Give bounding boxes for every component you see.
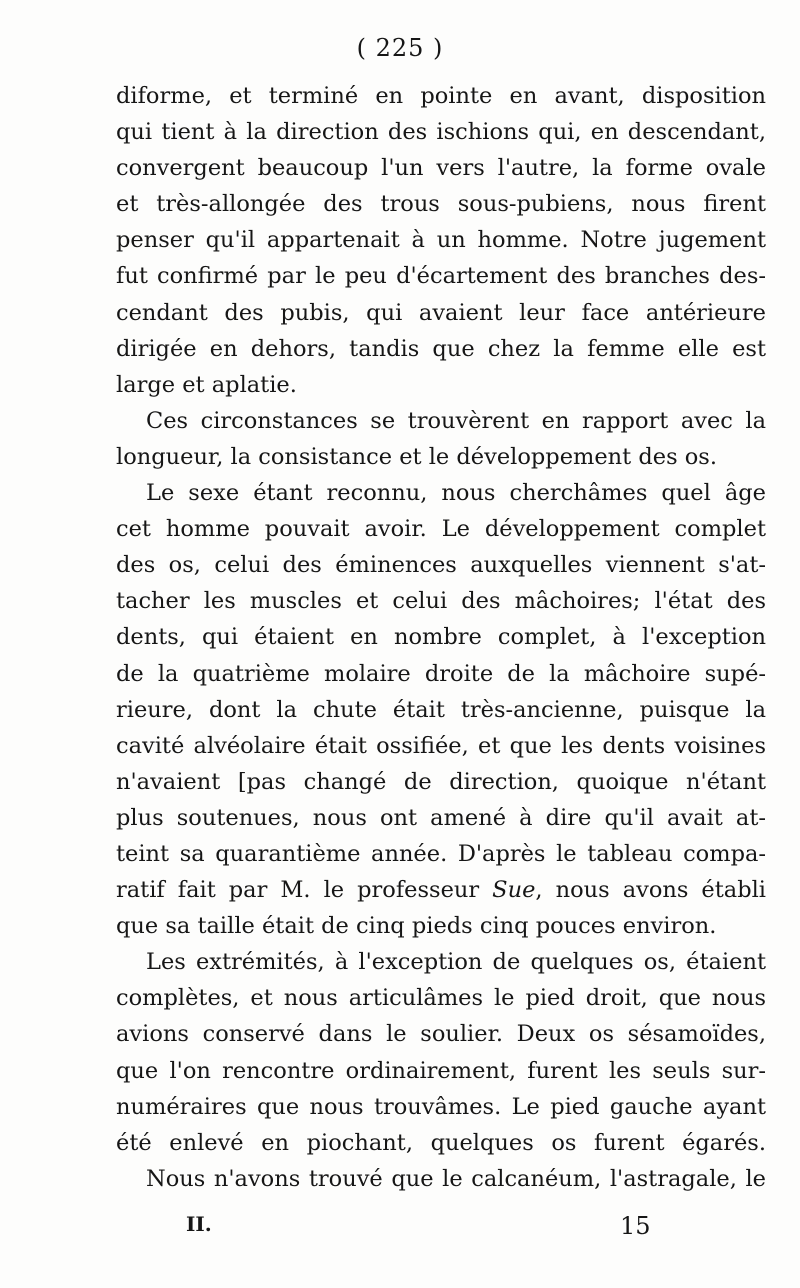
page-footer [0,1212,800,1246]
text-line: Les extrémités, à l'exception de quelques os, étaient [146,949,766,976]
text-line: que l'on rencontre ordinairement, furent les seuls sur- [116,1057,766,1084]
text-line: plus soutenues, nous ont amené à dire qu'il avait at- [116,804,766,831]
text-line: rieure, dont la chute était très-ancienne, puisque la [116,696,766,723]
text-line: dents, qui étaient en nombre complet, à l'exception [116,624,766,651]
sheet-number: 15 [620,1212,651,1240]
page-number: ( 225 ) [356,34,444,62]
text-line: Le sexe étant reconnu, nous cherchâmes quel âge [146,480,766,507]
text-line: avions conservé dans le soulier. Deux os sésamoïdes, [116,1021,766,1048]
text-line: cavité alvéolaire était ossifiée, et que les dents voisines [116,732,766,759]
text-line: teint sa quarantième année. D'après le tableau compa- [116,840,766,867]
text-line: cendant des pubis, qui avaient leur face antérieure [116,299,766,326]
text-line: des os, celui des éminences auxquelles viennent s'at- [116,552,766,579]
text-line: que sa taille était de cinq pieds cinq pouces environ. [116,913,717,940]
text-line: complètes, et nous articulâmes le pied droit, que nous [116,985,766,1012]
signature-mark: II. [186,1212,212,1236]
text-line: tacher les muscles et celui des mâchoires; l'état des [116,588,766,615]
body-text [116,78,766,1197]
text-line: Ces circonstances se trouvèrent en rapport avec la [146,407,766,434]
text-line: dirigée en dehors, tandis que chez la femme elle est [116,335,766,362]
text-line: fut confirmé par le peu d'écartement des branches des- [116,263,766,290]
text-line: n'avaient [pas changé de direction, quoique n'étant [116,768,766,795]
italic-name: Sue [492,877,536,904]
text-line: ratif fait par M. le professeur Sue, nous avons établi [116,877,766,904]
text-line: penser qu'il appartenait à un homme. Notre jugement [116,227,766,254]
text-line: longueur, la consistance et le développement des os. [116,443,718,470]
text-line: de la quatrième molaire droite de la mâchoire supé- [116,660,766,687]
text-line: qui tient à la direction des ischions qui, en descendant, [116,119,766,146]
text-line: cet homme pouvait avoir. Le développement complet [116,516,766,543]
text-line: été enlevé en piochant, quelques os furent égarés. [116,1129,766,1156]
text-line: Nous n'avons trouvé que le calcanéum, l'astragale, le [146,1165,766,1192]
text-line: et très-allongée des trous sous-pubiens, nous firent [116,191,766,218]
text-line: convergent beaucoup l'un vers l'autre, la forme ovale [116,155,766,182]
text-line: numéraires que nous trouvâmes. Le pied gauche ayant [116,1093,766,1120]
text-line: diforme, et terminé en pointe en avant, disposition [116,83,766,109]
text-line: large et aplatie. [116,371,297,398]
